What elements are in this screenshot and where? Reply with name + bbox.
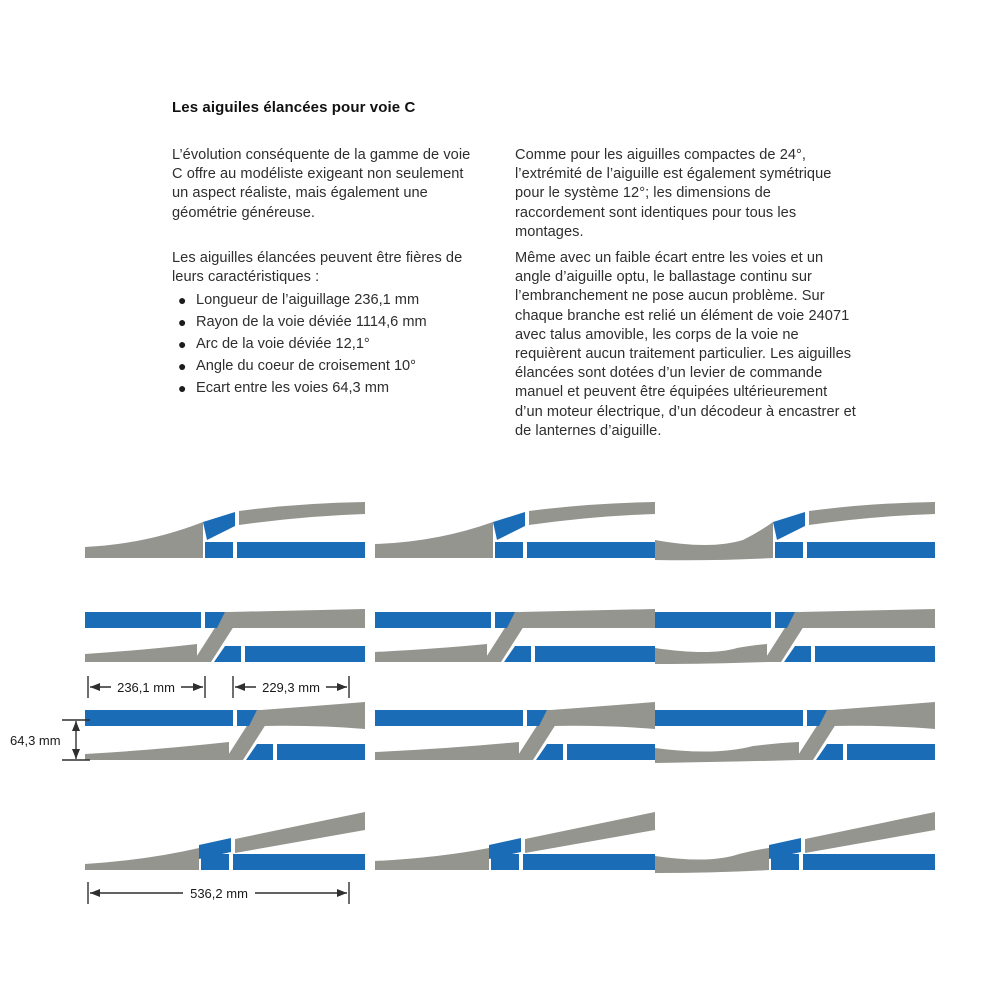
track-segment-blue: [527, 542, 655, 558]
feature-item-arc: ● Arc de la voie déviée 12,1°: [172, 333, 474, 355]
track-segment-blue: [493, 512, 525, 540]
track-segment-gray: [375, 742, 519, 760]
track-segment-blue: [245, 646, 365, 662]
track-segment-gray: [655, 522, 773, 560]
arrow-right-icon: [337, 889, 347, 897]
dimension-label: 236,1 mm: [117, 680, 175, 695]
track-segment-blue: [815, 646, 935, 662]
track-segment-blue: [277, 744, 365, 760]
track-segment-blue: [205, 542, 233, 558]
track-segment-gray: [85, 522, 203, 558]
track-segment-gray: [375, 522, 493, 558]
bullet-icon: ●: [178, 358, 187, 375]
track-segment-gray: [655, 742, 799, 763]
track-segment-blue: [535, 646, 655, 662]
right-paragraph-symmetry: Comme pour les aiguilles compactes de 24°, l’extrémité de l’aiguille est également symétrique pour le système 12°; les dimensions de raccordement sont identiques pour tous les montages.: [515, 147, 832, 240]
right-paragraph-ballast: Même avec un faible écart entre les voies et un angle d’aiguille optu, le ballastage continu sur l’embranchement ne pose aucun problème. Sur chaque branche est relié un élément de voie 24071 avec talus amovible, les corps de la voie ne requièrent aucun traitement particulier. Les aiguilles élancées sont dotées d’un levier de commande manuel et peuvent être équipées ultérieurement d’un moteur électrique, d’un décodeur à encastrer et de lanternes d’aiguille.: [515, 250, 856, 439]
track-segment-blue: [201, 854, 229, 870]
track-segment-blue: [375, 710, 523, 726]
turnout-diagram-turnout-straight-branch-col2: [375, 812, 657, 892]
track-segment-blue: [491, 854, 519, 870]
track-segment-blue: [803, 854, 935, 870]
turnout-diagram-crossover-z-col3: [655, 604, 937, 684]
turnout-diagram-crossover-z-flared-col2: [375, 702, 657, 782]
turnout-diagram-crossover-z-col2: [375, 604, 657, 684]
bullet-icon: ●: [178, 336, 187, 353]
track-segment-gray: [809, 502, 935, 525]
track-segment-blue: [771, 854, 799, 870]
feature-item-spacing: ● Ecart entre les voies 64,3 mm: [172, 377, 474, 399]
track-segment-gray: [375, 848, 489, 870]
track-segment-blue: [655, 710, 803, 726]
dimension-236-1: [88, 676, 205, 698]
track-segment-blue: [807, 542, 935, 558]
track-segment-blue: [523, 854, 655, 870]
track-segment-gray: [529, 502, 655, 525]
feature-item-radius: ● Rayon de la voie déviée 1114,6 mm: [172, 311, 474, 333]
track-segment-gray: [239, 502, 365, 525]
track-segment-gray: [799, 609, 935, 628]
track-segment-blue: [233, 854, 365, 870]
turnout-diagram-turnout-curved-branch-col3: [655, 500, 937, 580]
track-segment-blue: [237, 542, 365, 558]
track-segment-gray: [525, 812, 655, 853]
dimension-64-3: [10, 706, 90, 776]
track-segment-blue: [773, 512, 805, 540]
track-segment-gray: [85, 644, 197, 662]
arrow-left-icon: [90, 889, 100, 897]
track-segment-blue: [847, 744, 935, 760]
track-segment-blue: [775, 542, 803, 558]
turnout-diagram-turnout-curved-branch-col1: [85, 500, 367, 580]
feature-item-frog-angle: ● Angle du coeur de croisement 10°: [172, 355, 474, 377]
track-segment-gray: [831, 702, 935, 729]
page-title: Les aiguiles élancées pour voie C: [172, 99, 416, 116]
left-paragraph-intro: L’évolution conséquente de la gamme de voie C offre au modéliste exigeant non seulement un aspect réaliste, mais également une géométrie généreuse.: [172, 147, 471, 221]
arrow-left-icon: [90, 683, 100, 691]
track-segment-gray: [655, 848, 769, 873]
turnout-diagram-turnout-curved-branch-col2: [375, 500, 657, 580]
arrow-right-icon: [193, 683, 203, 691]
bullet-icon: ●: [178, 314, 187, 331]
dimension-536-2: [85, 882, 367, 908]
bullet-icon: ●: [178, 380, 187, 397]
track-segment-gray: [235, 812, 365, 853]
track-segment-blue: [85, 710, 233, 726]
dimension-label: 229,3 mm: [262, 680, 320, 695]
track-segment-blue: [655, 612, 771, 628]
track-segment-blue: [203, 512, 235, 540]
dimension-229-3: [233, 676, 349, 698]
track-segment-gray: [85, 848, 199, 870]
turnout-diagram-crossover-z-col1: [85, 604, 367, 684]
turnout-diagram-crossover-z-flared-col3: [655, 702, 937, 782]
turnout-diagram-crossover-z-flared-col1: [85, 702, 367, 782]
arrow-left-icon: [235, 683, 245, 691]
track-segment-blue: [375, 612, 491, 628]
arrow-down-icon: [72, 749, 80, 759]
feature-item-length: ● Longueur de l’aiguillage 236,1 mm: [172, 289, 474, 311]
track-segment-gray: [85, 742, 229, 760]
arrow-up-icon: [72, 721, 80, 731]
track-segment-gray: [519, 609, 655, 628]
track-segment-gray: [229, 609, 365, 628]
track-segment-gray: [805, 812, 935, 853]
track-segment-blue: [85, 612, 201, 628]
dimension-row2: [85, 676, 367, 702]
track-segment-gray: [375, 644, 487, 662]
turnout-diagram-turnout-straight-branch-col3: [655, 812, 937, 892]
dimension-label: 64,3 mm: [10, 733, 61, 748]
track-segment-gray: [261, 702, 365, 729]
bullet-icon: ●: [178, 292, 187, 309]
track-segment-gray: [551, 702, 655, 729]
track-segment-blue: [567, 744, 655, 760]
feature-list-intro: Les aiguilles élancées peuvent être fières de leurs caractéristiques :: [172, 250, 463, 286]
track-segment-gray: [655, 644, 767, 664]
dimension-label: 536,2 mm: [190, 886, 248, 901]
turnout-diagram-turnout-straight-branch-col1: [85, 812, 367, 892]
track-segment-blue: [495, 542, 523, 558]
arrow-right-icon: [337, 683, 347, 691]
